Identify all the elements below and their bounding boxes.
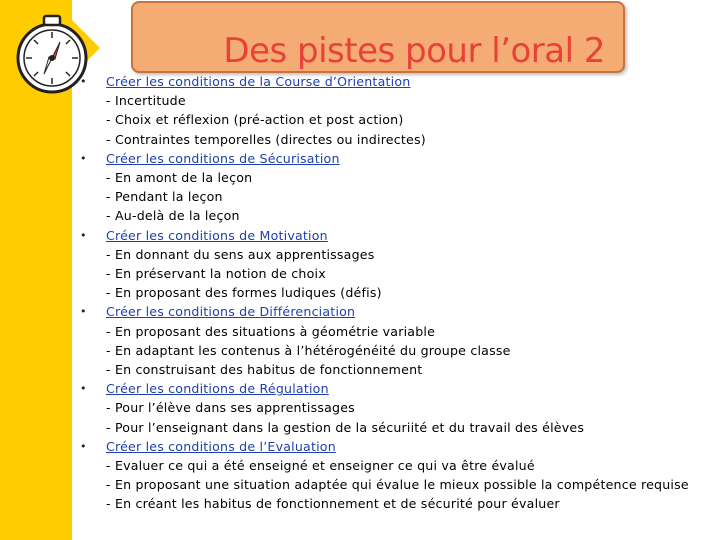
- bullet-list: [80, 72, 716, 514]
- list-item: - Pendant la leçon: [106, 189, 223, 205]
- section-heading-link[interactable]: Créer les conditions de Différenciation: [106, 304, 356, 320]
- bullet-icon: •: [80, 75, 87, 88]
- list-item: - En donnant du sens aux apprentissages: [106, 246, 375, 262]
- list-item: - Incertitude: [106, 93, 186, 109]
- list-item: - En préservant la notion de choix: [106, 266, 326, 282]
- bullet-icon: •: [80, 228, 87, 242]
- list-item: - Evaluer ce qui a été enseigné et enseigner ce qui va être évalué: [106, 458, 535, 474]
- list-item: - Pour l’enseignant dans la gestion de la sécuriité et du travail des élèves: [106, 419, 585, 435]
- list-item: - Choix et réflexion (pré-action et post action): [106, 112, 404, 128]
- list-item: - En adaptant les contenus à l’hétérogénéité du groupe classe: [106, 342, 511, 358]
- list-item: - En amont de la leçon: [106, 170, 253, 186]
- bullet-icon: •: [80, 439, 87, 453]
- title-box: [131, 1, 625, 73]
- list-item: - En proposant des formes ludiques (défis): [106, 285, 382, 301]
- section-heading-link[interactable]: Créer les conditions de Motivation: [106, 227, 328, 243]
- list-item: - En proposant une situation adaptée qui évalue le mieux possible la compétence requise: [106, 477, 689, 493]
- list-item: - En créant les habitus de fonctionnement et de sécurité pour évaluer: [106, 496, 560, 512]
- list-item: - En proposant des situations à géométrie variable: [106, 323, 436, 339]
- list-section: [80, 437, 716, 514]
- section-heading-link[interactable]: Créer les conditions de l’Evaluation: [106, 438, 336, 454]
- bullet-icon: •: [80, 382, 87, 396]
- list-section: [80, 302, 716, 379]
- section-heading-link[interactable]: Créer les conditions de Régulation: [106, 381, 329, 397]
- section-heading-link[interactable]: Créer les conditions de la Course d’Orientation: [106, 74, 411, 89]
- section-heading-link[interactable]: Créer les conditions de Sécurisation: [106, 150, 340, 166]
- list-section: [80, 72, 716, 149]
- list-section: [80, 149, 716, 226]
- bullet-icon: •: [80, 151, 87, 165]
- list-item: - Contraintes temporelles (directes ou indirectes): [106, 131, 426, 147]
- list-section: [80, 379, 716, 437]
- page-title: Des pistes pour l’oral 2: [223, 30, 605, 71]
- list-section: [80, 226, 716, 303]
- bullet-icon: •: [80, 305, 87, 319]
- list-item: - En construisant des habitus de fonctionnement: [106, 362, 423, 378]
- list-item: - Au-delà de la leçon: [106, 208, 240, 224]
- list-item: - Pour l’élève dans ses apprentissages: [106, 400, 355, 416]
